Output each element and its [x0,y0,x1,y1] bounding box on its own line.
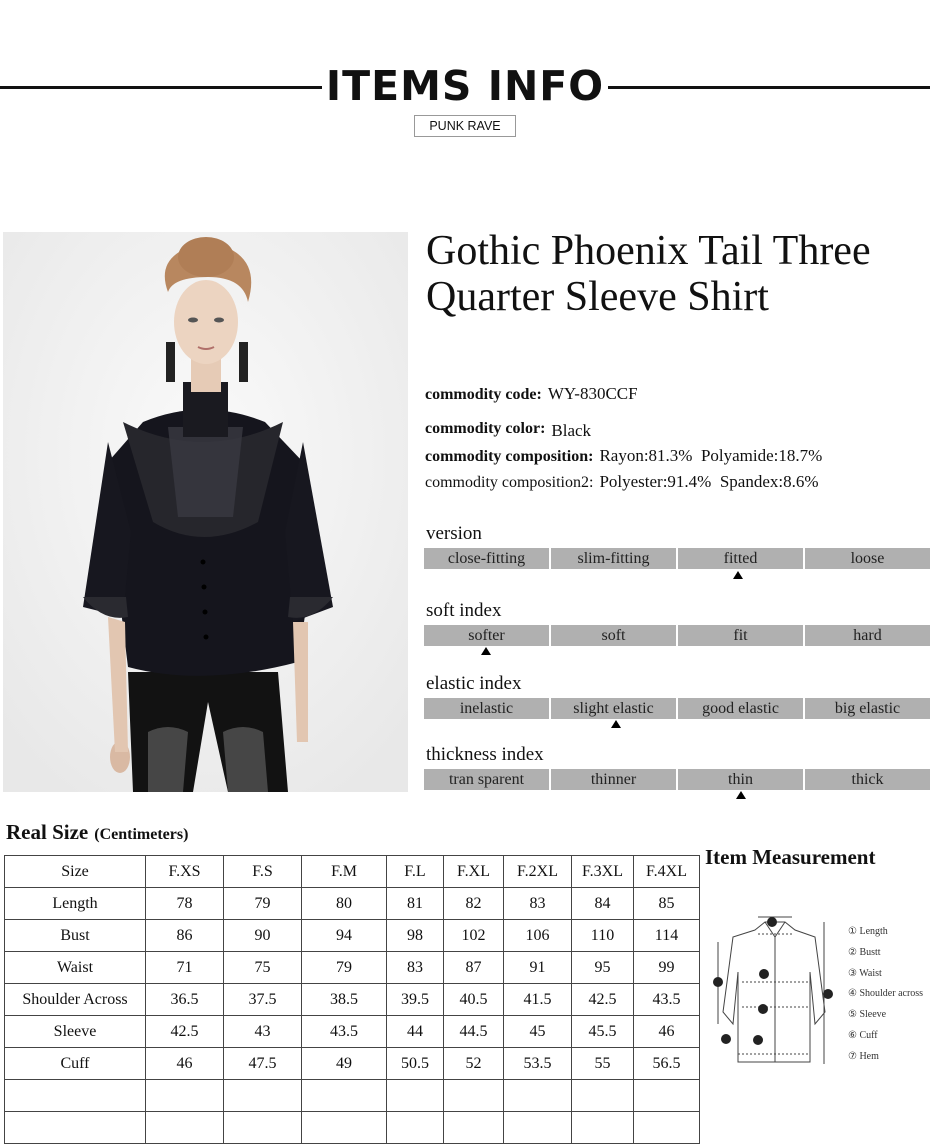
table-cell [387,1112,444,1144]
thickness-index-option: tran sparent [424,769,549,790]
elastic-index-selected-marker [611,720,621,728]
soft-index-option: hard [805,625,930,646]
table-cell: Cuff [5,1048,146,1080]
real-size-unit: (Centimeters) [94,826,189,843]
table-cell: 36.5 [146,984,224,1016]
table-cell: 81 [387,888,444,920]
version-title: version [426,523,482,544]
commodity-composition-label: commodity composition: [425,448,594,465]
brand-badge: PUNK RAVE [414,115,516,137]
elastic-index-title: elastic index [426,673,522,694]
table-row [5,984,700,1016]
thickness-index-option: thinner [551,769,676,790]
table-row [5,952,700,984]
table-cell [302,1080,387,1112]
table-cell: 42.5 [572,984,634,1016]
table-cell: 82 [444,888,504,920]
table-cell: 44.5 [444,1016,504,1048]
table-cell: Length [5,888,146,920]
table-cell: 102 [444,920,504,952]
table-row [5,1112,700,1144]
table-cell [572,1112,634,1144]
table-cell: 87 [444,952,504,984]
legend-item: ⑥ Cuff [848,1029,878,1041]
elastic-index-option: big elastic [805,698,930,719]
real-size-heading [6,820,188,845]
product-title-line1: Gothic Phoenix Tail Three [426,228,871,274]
version-option: close-fitting [424,548,549,569]
thickness-index-option: thick [805,769,930,790]
thickness-index-selected-marker [736,791,746,799]
size-header-cell: F.2XL [504,856,572,888]
table-cell [146,1112,224,1144]
commodity-color [425,418,591,438]
legend-item: ④ Shoulder across [848,988,924,1000]
soft-index-option: fit [678,625,803,646]
size-table [4,855,700,1144]
table-row [5,888,700,920]
table-row [5,1080,700,1112]
legend-item: ② Bustt [848,946,881,958]
version-option: slim-fitting [551,548,676,569]
table-cell: 41.5 [504,984,572,1016]
legend-item: ⑤ Sleeve [848,1009,887,1021]
table-row [5,1048,700,1080]
table-cell: 53.5 [504,1048,572,1080]
table-cell: 55 [572,1048,634,1080]
table-cell: 47.5 [224,1048,302,1080]
item-measurement-title: Item Measurement [705,845,876,869]
table-cell: 37.5 [224,984,302,1016]
table-cell: 83 [387,952,444,984]
commodity-composition2 [425,472,819,492]
table-cell: 75 [224,952,302,984]
size-header-cell: F.4XL [634,856,700,888]
table-cell [504,1112,572,1144]
table-cell: 90 [224,920,302,952]
legend-item: ① Length [848,926,888,937]
table-cell [634,1080,700,1112]
table-cell: Shoulder Across [5,984,146,1016]
version-option: fitted [678,548,803,569]
table-cell: 79 [302,952,387,984]
elastic-index-option: inelastic [424,698,549,719]
table-cell: 114 [634,920,700,952]
commodity-color-label: commodity color: [425,420,546,437]
size-header-cell: F.L [387,856,444,888]
elastic-index-option: slight elastic [551,698,676,719]
table-cell [5,1080,146,1112]
product-title [426,228,930,320]
table-row [5,920,700,952]
table-cell: 95 [572,952,634,984]
table-cell: 45 [504,1016,572,1048]
table-cell: 91 [504,952,572,984]
legend-item: ③ Waist [848,967,882,979]
section-title: ITEMS INFO [325,62,605,110]
product-photo [3,232,408,792]
table-cell: 42.5 [146,1016,224,1048]
commodity-code-value: WY-830CCF [547,384,638,403]
soft-index-option: softer [424,625,549,646]
header-rule-right [608,86,930,89]
table-cell [387,1080,444,1112]
table-cell [634,1112,700,1144]
commodity-color-value: Black [551,421,592,440]
table-cell: 83 [504,888,572,920]
header-rule-left [0,86,322,89]
commodity-code-label: commodity code: [425,386,542,403]
table-cell: 45.5 [572,1016,634,1048]
table-cell: 39.5 [387,984,444,1016]
table-cell: 50.5 [387,1048,444,1080]
table-cell: 85 [634,888,700,920]
legend-item: ⑦ Hem [848,1050,879,1062]
table-cell: 79 [224,888,302,920]
soft-index-title: soft index [426,600,502,621]
table-cell: 43 [224,1016,302,1048]
version-scale [424,548,930,569]
product-title-line2: Quarter Sleeve Shirt [426,274,769,320]
table-cell: 84 [572,888,634,920]
table-cell: Waist [5,952,146,984]
thickness-index-scale [424,769,930,790]
table-cell [5,1112,146,1144]
table-cell: 98 [387,920,444,952]
table-cell: 43.5 [302,1016,387,1048]
table-cell: 106 [504,920,572,952]
table-cell: Bust [5,920,146,952]
table-cell: 49 [302,1048,387,1080]
soft-index-option: soft [551,625,676,646]
size-header-cell: F.XS [146,856,224,888]
table-cell [444,1080,504,1112]
table-cell: 44 [387,1016,444,1048]
table-cell: 52 [444,1048,504,1080]
table-row [5,1016,700,1048]
commodity-composition2-label: commodity composition2: [425,474,594,491]
table-cell [224,1080,302,1112]
version-option: loose [805,548,930,569]
table-cell: 80 [302,888,387,920]
elastic-index-option: good elastic [678,698,803,719]
table-cell [504,1080,572,1112]
table-cell: 40.5 [444,984,504,1016]
thickness-index-title: thickness index [426,744,544,765]
version-selected-marker [733,571,743,579]
size-header-cell: F.M [302,856,387,888]
size-header-cell: F.3XL [572,856,634,888]
table-cell: 99 [634,952,700,984]
table-cell: 46 [634,1016,700,1048]
table-cell [302,1112,387,1144]
coat-measurement-diagram [710,912,838,1072]
table-cell: 56.5 [634,1048,700,1080]
measurement-legend [848,922,923,1068]
table-cell: 78 [146,888,224,920]
commodity-composition2-value: Polyester:91.4% Spandex:8.6% [599,472,819,491]
size-header-cell: Size [5,856,146,888]
table-cell [146,1080,224,1112]
size-table-header-row [5,856,700,888]
table-cell: 94 [302,920,387,952]
elastic-index-scale [424,698,930,719]
commodity-composition-value: Rayon:81.3% Polyamide:18.7% [599,446,823,465]
table-cell [444,1112,504,1144]
table-cell: 110 [572,920,634,952]
table-cell: 46 [146,1048,224,1080]
table-cell: 86 [146,920,224,952]
commodity-composition [425,446,822,466]
table-cell [224,1112,302,1144]
commodity-code [425,384,638,404]
table-cell: 43.5 [634,984,700,1016]
size-header-cell: F.XL [444,856,504,888]
table-cell: 71 [146,952,224,984]
thickness-index-option: thin [678,769,803,790]
size-header-cell: F.S [224,856,302,888]
soft-index-selected-marker [481,647,491,655]
soft-index-scale [424,625,930,646]
table-cell: 38.5 [302,984,387,1016]
real-size-title: Real Size [6,820,89,844]
table-cell [572,1080,634,1112]
table-cell: Sleeve [5,1016,146,1048]
